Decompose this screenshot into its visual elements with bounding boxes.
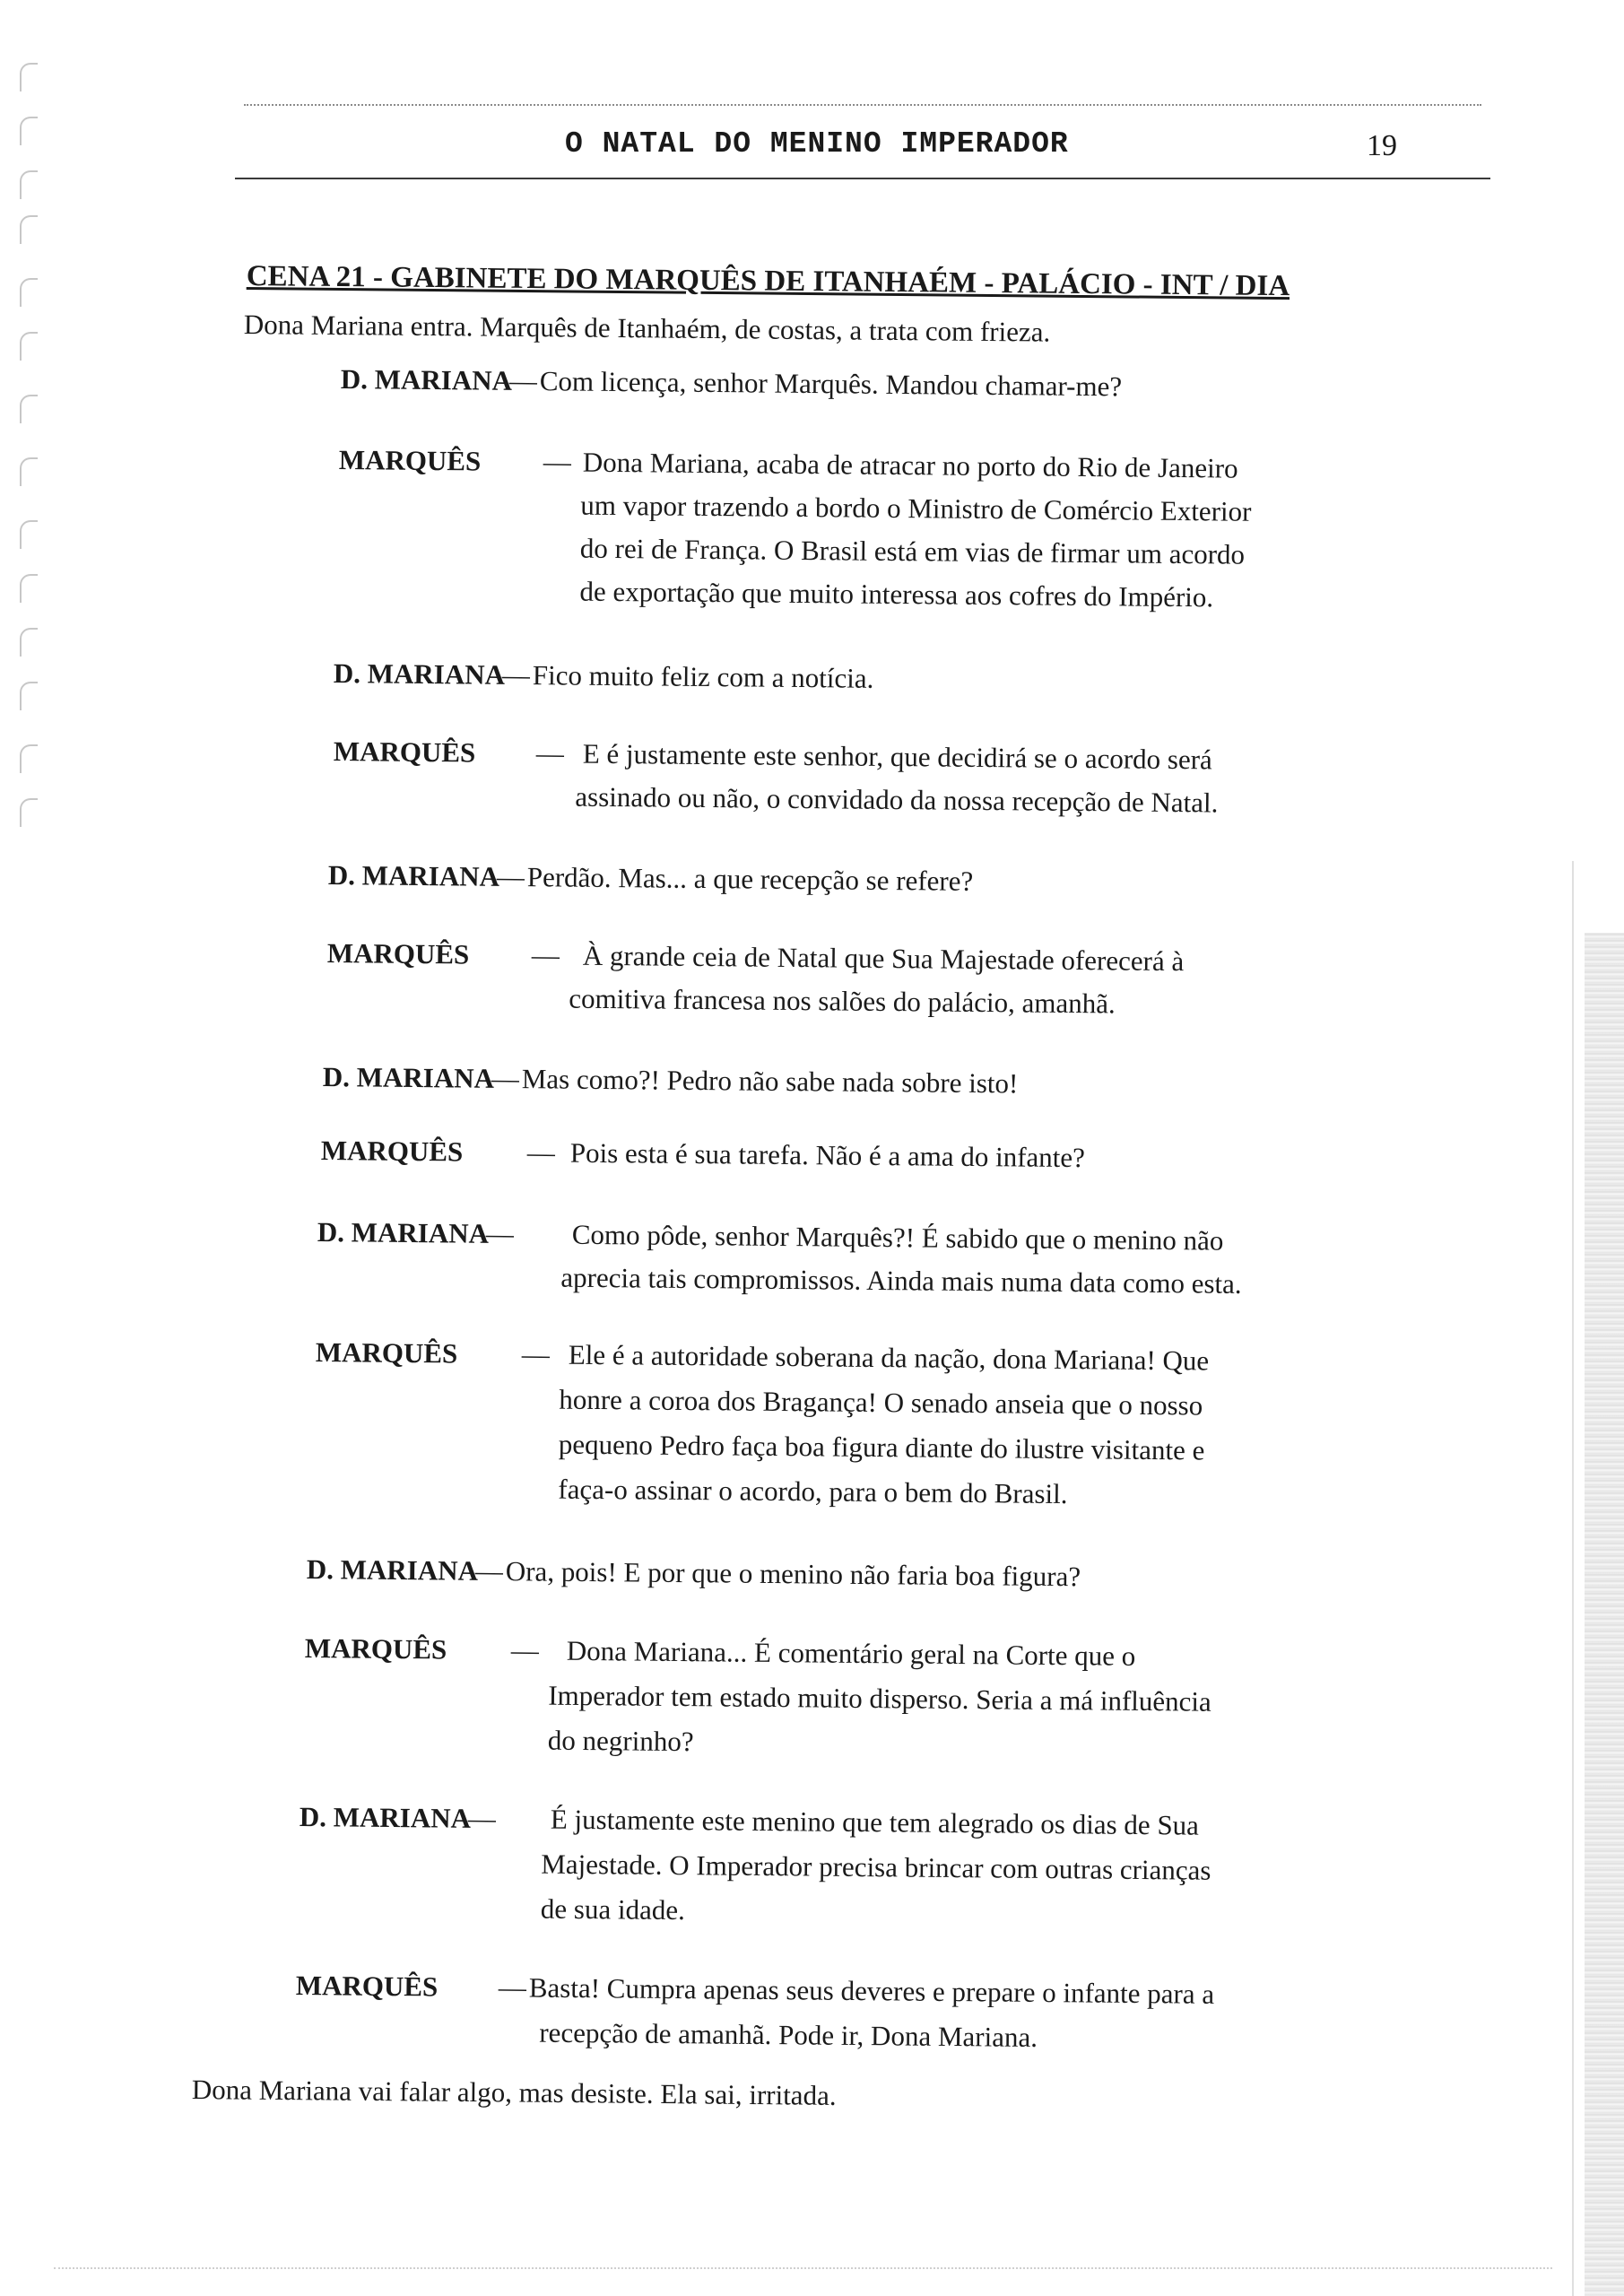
dialogue-line: Mas como?! Pedro não sabe nada sobre isto!	[521, 1063, 1019, 1100]
dialogue-line: À grande ceia de Natal que Sua Majestade oferecerá à	[582, 939, 1185, 978]
speaker-name: MARQUÊS	[338, 444, 482, 477]
dialogue-dash: —	[485, 1217, 514, 1250]
dialogue-line: do rei de França. O Brasil está em vias de firmar um acordo	[579, 532, 1246, 570]
scan-edge-line	[1572, 861, 1574, 2296]
speaker-name: D. MARIANA	[322, 1061, 495, 1094]
dialogue-line: assinado ou não, o convidado da nossa recepção de Natal.	[575, 780, 1219, 819]
dialogue-line: aprecia tais compromissos. Ainda mais numa data como esta.	[560, 1261, 1242, 1300]
speaker-name: MARQUÊS	[295, 1970, 439, 2003]
dialogue-line: de exportação que muito interessa aos cofres do Império.	[579, 575, 1214, 613]
dialogue-line: É justamente este menino que tem alegrado os dias de Sua	[550, 1803, 1200, 1841]
dialogue-line: Imperador tem estado muito disperso. Seria a má influência	[548, 1679, 1211, 1718]
header-title: O NATAL DO MENINO IMPERADOR	[565, 127, 1069, 161]
scan-edge-noise	[1585, 933, 1624, 2296]
scan-binding-marks	[20, 36, 56, 1076]
speaker-name: D. MARIANA	[327, 859, 500, 892]
dialogue-line: de sua idade.	[540, 1892, 685, 1926]
dialogue-line: Ele é a autoridade soberana da nação, dona Mariana! Que	[568, 1338, 1210, 1377]
speaker-name: MARQUÊS	[333, 735, 476, 769]
dialogue-dash: —	[543, 446, 571, 478]
speaker-name: D. MARIANA	[333, 657, 506, 691]
dialogue-line: Fico muito feliz com a notícia.	[532, 659, 874, 694]
dialogue-dash: —	[501, 658, 530, 691]
dialogue-line: pequeno Pedro faça boa figura diante do ilustre visitante e	[558, 1428, 1205, 1466]
scan-bottom-edge	[54, 2267, 1552, 2269]
header-top-rule	[244, 104, 1481, 106]
dialogue-dash: —	[498, 1971, 526, 2004]
speaker-name: MARQUÊS	[326, 937, 470, 970]
dialogue-line: Basta! Cumpra apenas seus deveres e prepare o infante para a	[528, 1971, 1215, 2010]
speaker-name: MARQUÊS	[315, 1336, 458, 1370]
dialogue-line: faça-o assinar o acordo, para o bem do Brasil.	[558, 1473, 1068, 1510]
dialogue-line: comitiva francesa nos salões do palácio, amanhã.	[569, 982, 1116, 1020]
dialogue-dash: —	[510, 1634, 539, 1666]
dialogue-line: Pois esta é sua tarefa. Não é a ama do infante?	[569, 1136, 1086, 1174]
dialogue-dash: —	[496, 860, 525, 893]
speaker-name: MARQUÊS	[304, 1632, 447, 1665]
dialogue-line: honre a coroa dos Bragança! O senado anseia que o nosso	[559, 1383, 1203, 1422]
scene-heading: CENA 21 - GABINETE DO MARQUÊS DE ITANHAÉM - PALÁCIO - INT / DIA	[246, 260, 1290, 303]
dialogue-dash: —	[531, 939, 560, 971]
dialogue-dash: —	[526, 1136, 555, 1169]
dialogue-line: Ora, pois! E por que o menino não faria boa figura?	[505, 1555, 1081, 1593]
dialogue-line: Majestade. O Imperador precisa brincar com outras crianças	[541, 1848, 1211, 1886]
closing-action: Dona Mariana vai falar algo, mas desiste. Ela sai, irritada.	[191, 2074, 837, 2111]
speaker-name: D. MARIANA	[340, 363, 513, 396]
dialogue-dash: —	[491, 1062, 519, 1095]
dialogue-line: recepção de amanhã. Pode ir, Dona Mariana.	[539, 2016, 1038, 2053]
dialogue-dash: —	[521, 1338, 550, 1370]
speaker-name: D. MARIANA	[306, 1553, 479, 1587]
dialogue-line: Com licença, senhor Marquês. Mandou chamar-me?	[539, 365, 1123, 403]
opening-action: Dona Mariana entra. Marquês de Itanhaém, de costas, a trata com frieza.	[243, 309, 1051, 348]
speaker-name: D. MARIANA	[299, 1801, 472, 1834]
page-number: 19	[1367, 129, 1397, 162]
speaker-name: D. MARIANA	[317, 1216, 490, 1249]
dialogue-dash: —	[467, 1802, 496, 1835]
dialogue-line: E é justamente este senhor, que decidirá se o acordo será	[582, 737, 1212, 776]
dialogue-line: um vapor trazendo a bordo o Ministro de Comércio Exterior	[580, 489, 1252, 527]
dialogue-line: do negrinho?	[547, 1724, 694, 1758]
dialogue-dash: —	[474, 1554, 503, 1587]
dialogue-line: Dona Mariana, acaba de atracar no porto do Rio de Janeiro	[582, 446, 1238, 484]
dialogue-line: Perdão. Mas... a que recepção se refere?	[526, 861, 974, 897]
running-header	[235, 95, 1490, 203]
dialogue-line: Dona Mariana... É comentário geral na Corte que o	[566, 1634, 1136, 1672]
speaker-name: MARQUÊS	[320, 1135, 464, 1168]
dialogue-dash: —	[535, 737, 564, 770]
dialogue-line: Como pôde, senhor Marquês?! É sabido que o menino não	[571, 1218, 1224, 1257]
dialogue-dash: —	[508, 364, 537, 397]
header-bottom-rule	[235, 178, 1490, 179]
